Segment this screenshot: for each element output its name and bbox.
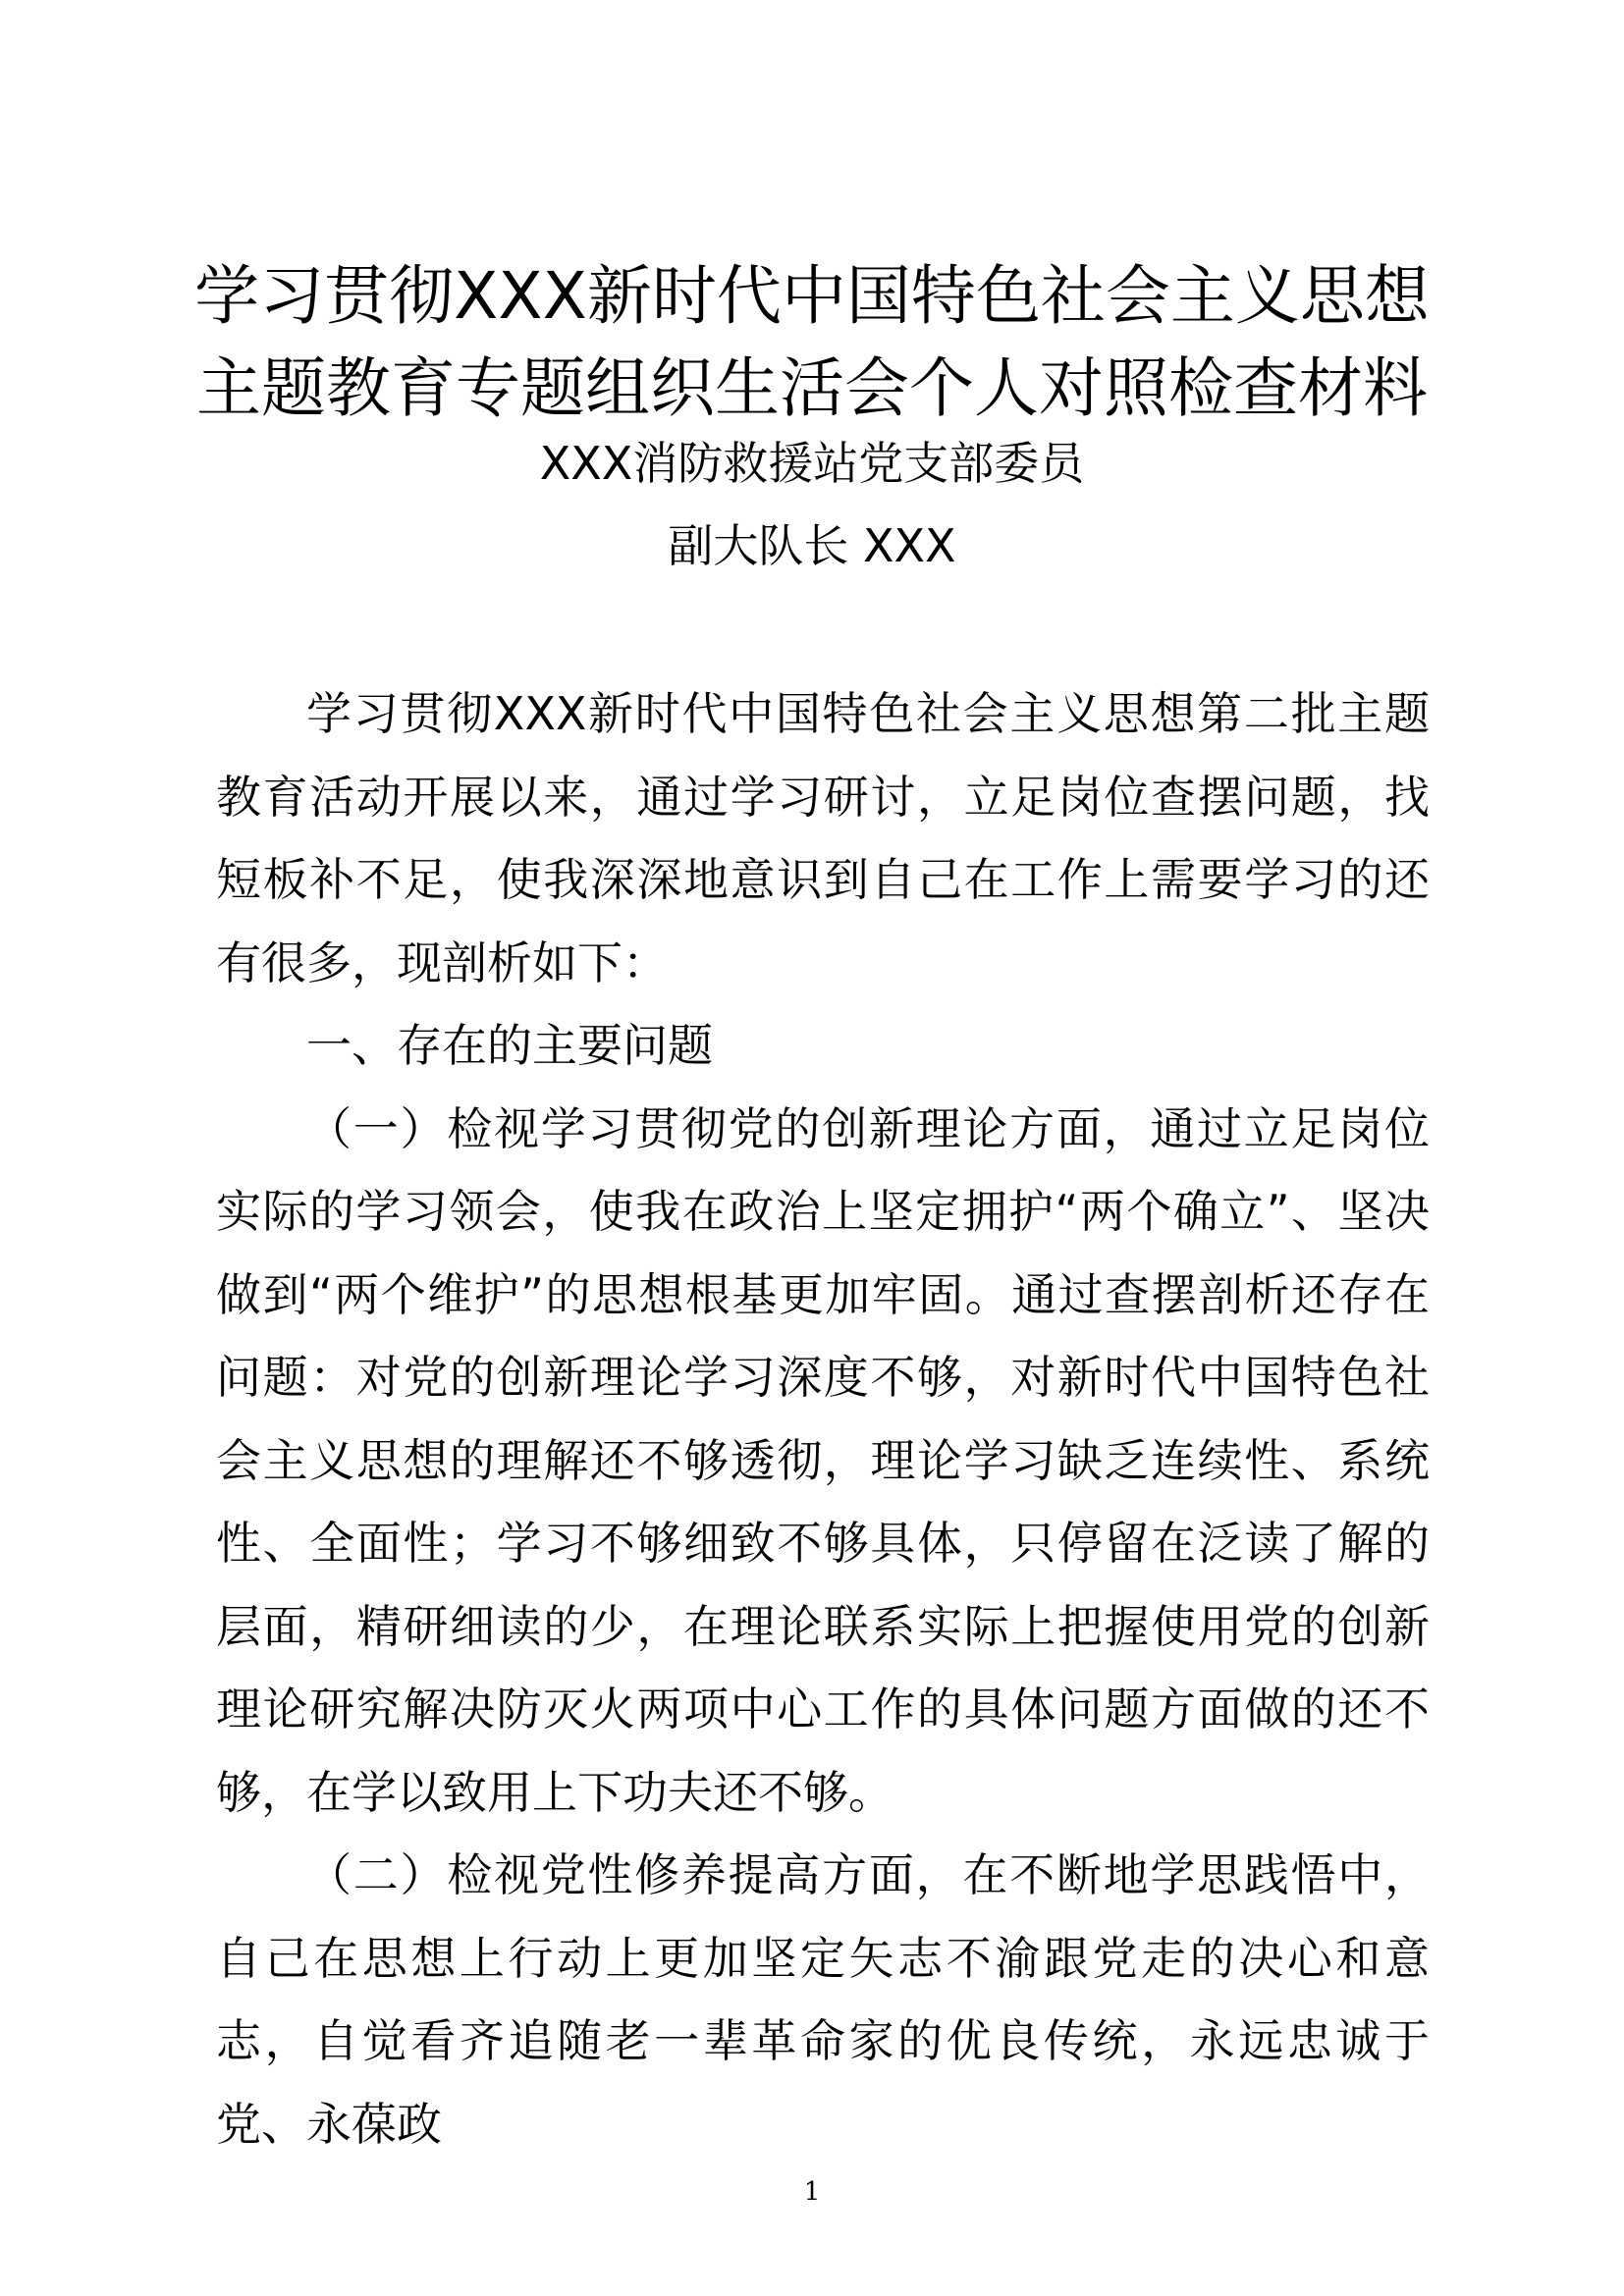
author-organization: XXX消防救援站党支部委员 — [539, 437, 1085, 490]
author-position: 副大队长 XXX — [668, 519, 956, 572]
section-heading: 一、存在的主要问题 — [306, 1019, 713, 1072]
body-paragraph-1: （一）检视学习贯彻党的创新理论方面，通过立足岗位实际的学习领会，使我在政治上坚定拥护“两个确立”、坚决做到“两个维护”的思想根基更加牢固。通过查摆剖析还存在问题：对党的创新理论学习深度不够，对新时代中国特色社会主义思想的理解还不够透彻，理论学习缺乏连续性、系统性、全面性；学习不够细致不够具体，只停留在泛读了解的层面，精研细读的少，在理论联系实际上把握使用党的创新理论研究解决防灭火两项中心工作的具体问题方面做的还不够，在学以致用上下功夫还不够。 — [216, 1101, 1430, 1819]
author-info — [0, 422, 1624, 587]
page-number: 1 — [803, 2177, 821, 2207]
title-line-1: 学习贯彻XXX新时代中国特色社会主义思想 — [194, 258, 1430, 334]
body-paragraph-2: （二）检视党性修养提高方面，在不断地学思践悟中，自己在思想上行动上更加坚定矢志不渝跟党走的决心和意志，自觉看齐追随老一辈革命家的优良传统，永远忠诚于党、永葆政 — [216, 1848, 1430, 2151]
intro-paragraph: 学习贯彻XXX新时代中国特色社会主义思想第二批主题教育活动开展以来，通过学习研讨，立足岗位查摆问题，找短板补不足，使我深深地意识到自己在工作上需要学习的还有很多，现剖析如下： — [216, 687, 1430, 989]
document-body — [216, 672, 1430, 2165]
document-title — [0, 250, 1624, 435]
title-line-2: 主题教育专题组织生活会个人对照检查材料 — [196, 350, 1428, 426]
